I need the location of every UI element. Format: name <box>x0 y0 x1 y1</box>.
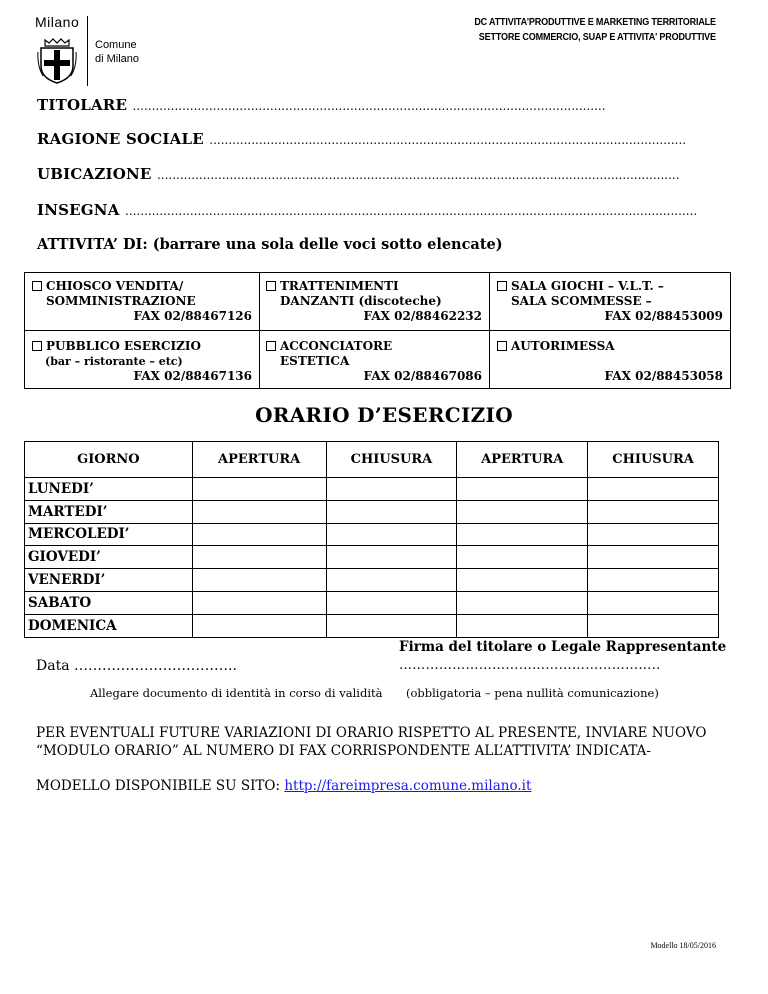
header-chiusura-1: CHIUSURA <box>326 442 457 478</box>
day-label: VENERDI’ <box>25 569 193 592</box>
hour-cell[interactable] <box>588 569 719 592</box>
fareimpresa-link[interactable]: http://fareimpresa.comune.milano.it <box>284 778 532 794</box>
hour-cell[interactable] <box>326 546 457 569</box>
hour-cell[interactable] <box>457 546 588 569</box>
hour-cell[interactable] <box>326 614 457 637</box>
day-label: MERCOLEDI’ <box>25 523 193 546</box>
checkbox-icon[interactable] <box>497 281 507 291</box>
checkbox-icon[interactable] <box>266 341 276 351</box>
header-apertura-1: APERTURA <box>192 442 326 478</box>
mandatory-note: (obbligatoria – pena nullità comunicazione) <box>406 686 659 700</box>
variation-note: PER EVENTUALI FUTURE VARIAZIONI DI ORARIO RISPETTO AL PRESENTE, INVIARE NUOVO “MODULO ORARIO” AL NUMERO DI FAX CORRISPONDENTE ALL’ATTIVITA’ INDICATA- <box>36 725 707 759</box>
table-row <box>25 569 719 592</box>
hour-cell[interactable] <box>588 546 719 569</box>
checkbox-icon[interactable] <box>497 341 507 351</box>
header-giorno: GIORNO <box>25 442 193 478</box>
day-label: GIOVEDI’ <box>25 546 193 569</box>
day-label: MARTEDI’ <box>25 500 193 523</box>
field-insegna[interactable]: INSEGNA ...................................................................................................................................................... <box>37 201 698 219</box>
hour-cell[interactable] <box>192 523 326 546</box>
date-field[interactable]: Data …………………………….. <box>36 658 237 674</box>
checkbox-icon[interactable] <box>32 281 42 291</box>
hour-cell[interactable] <box>457 500 588 523</box>
hour-cell[interactable] <box>326 591 457 614</box>
activities-title: ATTIVITA’ DI: (barrare una sola delle voci sotto elencate) <box>37 236 503 253</box>
hour-cell[interactable] <box>588 478 719 501</box>
hour-cell[interactable] <box>457 569 588 592</box>
hour-cell[interactable] <box>326 478 457 501</box>
activity-chiosco[interactable]: CHIOSCO VENDITA/ SOMMINISTRAZIONE FAX 02/88467126 <box>32 279 252 324</box>
department-line-2: SETTORE COMMERCIO, SUAP E ATTIVITA' PRODUTTIVE <box>478 31 716 43</box>
hour-cell[interactable] <box>192 614 326 637</box>
header-chiusura-2: CHIUSURA <box>588 442 719 478</box>
hour-cell[interactable] <box>457 478 588 501</box>
logo-divider <box>87 16 88 86</box>
activity-pubblico-esercizio[interactable]: PUBBLICO ESERCIZIO (bar – ristorante – etc) FAX 02/88467136 <box>32 339 252 384</box>
department-header <box>474 15 716 45</box>
hours-table <box>24 441 719 638</box>
hour-cell[interactable] <box>588 614 719 637</box>
hour-cell[interactable] <box>326 500 457 523</box>
model-version: Modello 18/05/2016 <box>650 941 716 950</box>
checkbox-icon[interactable] <box>266 281 276 291</box>
hour-cell[interactable] <box>588 591 719 614</box>
hour-cell[interactable] <box>192 569 326 592</box>
day-label: SABATO <box>25 591 193 614</box>
hour-cell[interactable] <box>192 546 326 569</box>
hour-cell[interactable] <box>457 614 588 637</box>
table-row <box>25 523 719 546</box>
department-line-1: DC ATTIVITA'PRODUTTIVE E MARKETING TERRITORIALE <box>474 16 716 28</box>
day-label: DOMENICA <box>25 614 193 637</box>
logo-city-name: Milano <box>35 14 80 30</box>
header-apertura-2: APERTURA <box>457 442 588 478</box>
field-titolare[interactable]: TITOLARE ............................................................................................................................ <box>37 96 606 114</box>
hour-cell[interactable] <box>588 500 719 523</box>
logo-comune-text: Comune di Milano <box>95 39 140 65</box>
hour-cell[interactable] <box>588 523 719 546</box>
table-row <box>25 591 719 614</box>
field-ragione-sociale[interactable]: RAGIONE SOCIALE ............................................................................................................................. <box>37 130 687 148</box>
hour-cell[interactable] <box>457 591 588 614</box>
hour-cell[interactable] <box>326 523 457 546</box>
table-row <box>25 478 719 501</box>
signature-field[interactable]: ………………………………………………….. <box>399 658 661 673</box>
activity-autorimessa[interactable]: AUTORIMESSA FAX 02/88453058 <box>497 339 723 384</box>
signature-label: Firma del titolare o Legale Rappresentante <box>399 639 727 655</box>
field-ubicazione[interactable]: UBICAZIONE ......................................................................................................................................... <box>37 165 680 183</box>
orario-title: ORARIO D’ESERCIZIO <box>255 403 513 427</box>
table-row <box>25 614 719 637</box>
checkbox-icon[interactable] <box>32 341 42 351</box>
activity-sala-giochi[interactable]: SALA GIOCHI – V.L.T. – SALA SCOMMESSE – FAX 02/88453009 <box>497 279 723 324</box>
grid-divider <box>25 330 730 331</box>
hour-cell[interactable] <box>326 569 457 592</box>
hour-cell[interactable] <box>192 478 326 501</box>
hour-cell[interactable] <box>457 523 588 546</box>
model-availability: MODELLO DISPONIBILE SU SITO: http://fareimpresa.comune.milano.it <box>36 778 532 794</box>
table-header-row <box>25 442 719 478</box>
hour-cell[interactable] <box>192 500 326 523</box>
table-row <box>25 500 719 523</box>
activity-trattenimenti[interactable]: TRATTENIMENTI DANZANTI (discoteche) FAX 02/88462232 <box>266 279 482 324</box>
attach-id-note: Allegare documento di identità in corso di validità <box>90 686 383 700</box>
activity-acconciatore[interactable]: ACCONCIATORE ESTETICA FAX 02/88467086 <box>266 339 482 384</box>
hour-cell[interactable] <box>192 591 326 614</box>
table-row <box>25 546 719 569</box>
activities-grid <box>24 272 731 389</box>
milano-crest-icon <box>37 38 77 84</box>
day-label: LUNEDI’ <box>25 478 193 501</box>
